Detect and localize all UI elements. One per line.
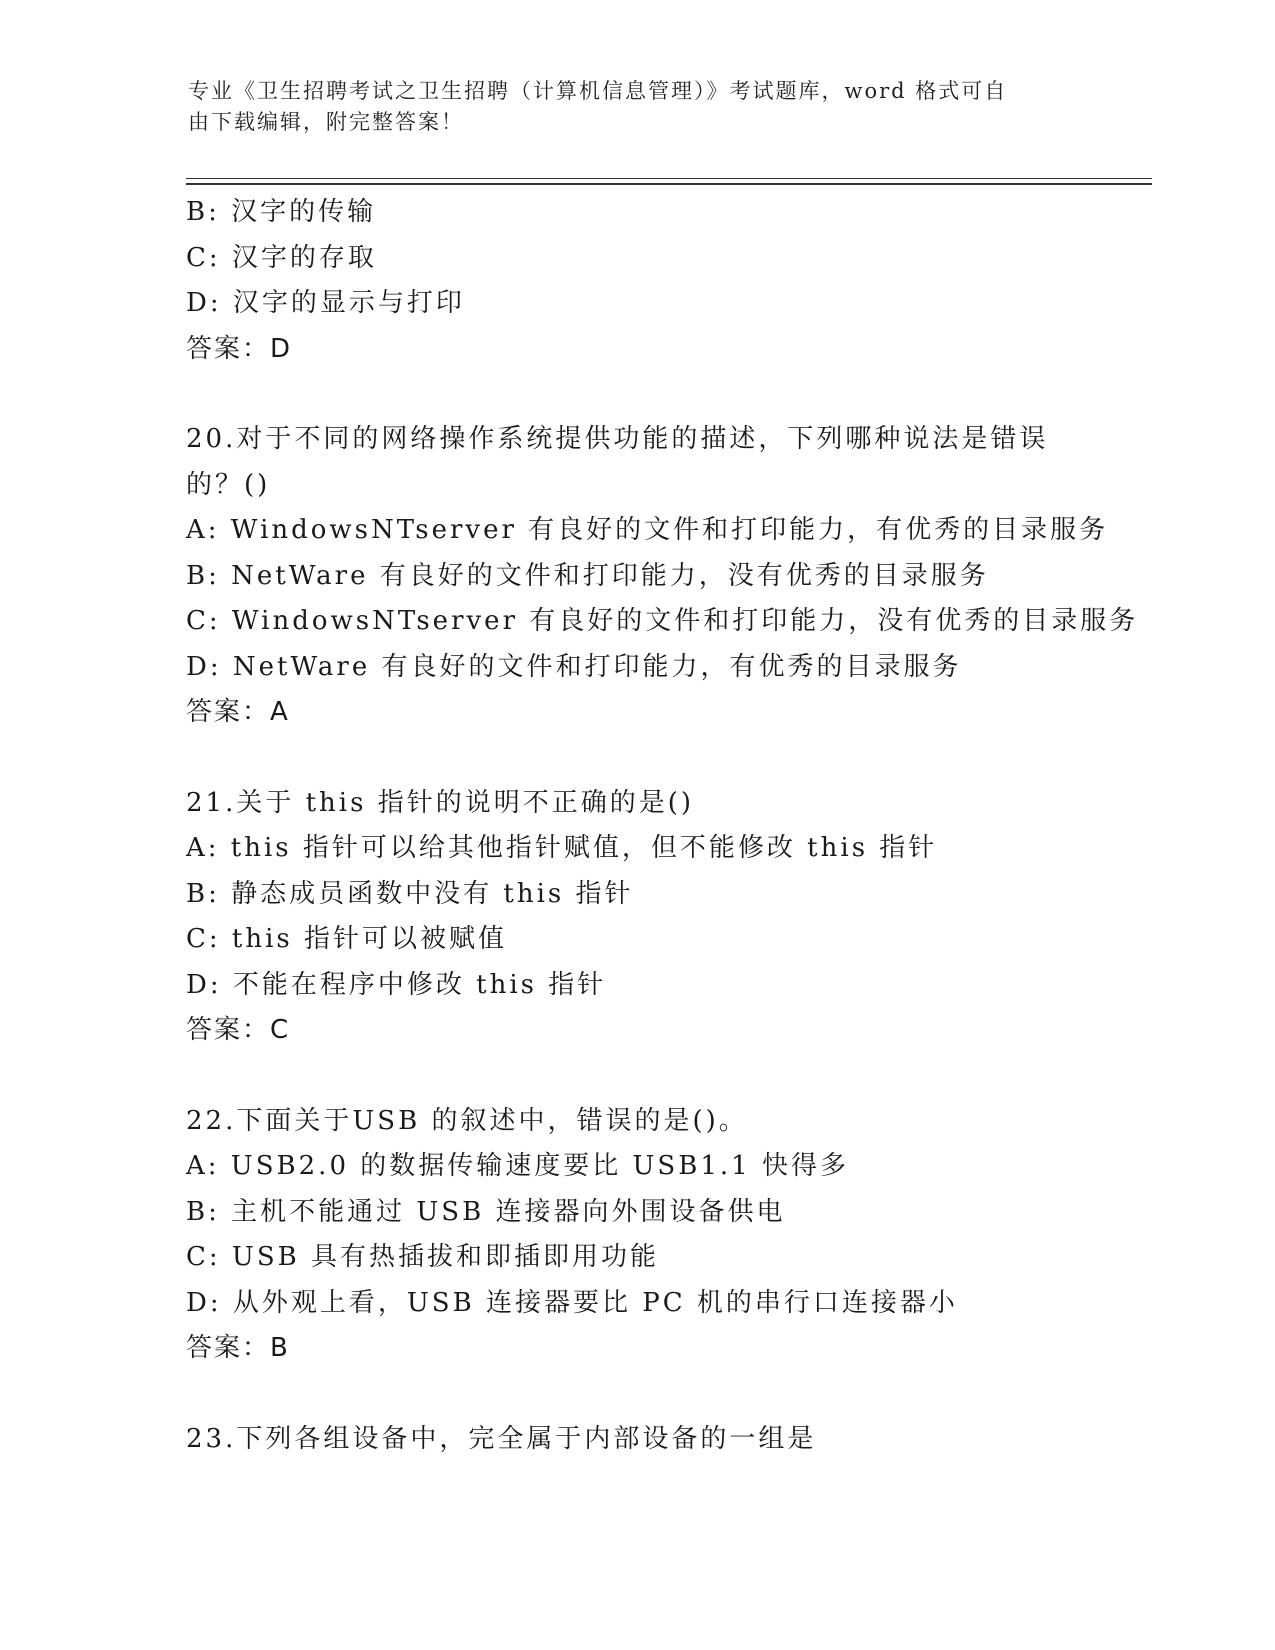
question-21 [186,781,1106,1054]
question-list [186,190,1139,1507]
option-a: A: USB2.0 的数据传输速度要比 USB1.1 快得多 [186,1151,849,1181]
question-stem: 22.下面关于USB 的叙述中，错误的是()。 [186,1105,748,1136]
option-b: B: NetWare 有良好的文件和打印能力，没有优秀的目录服务 [186,560,989,591]
question-22 [186,1099,1106,1372]
answer: 答案：B [186,1333,290,1363]
document-header [188,76,1068,138]
answer: 答案：C [186,1015,291,1045]
option-d: D: NetWare 有良好的文件和打印能力，有优秀的目录服务 [186,651,962,682]
question-stem: 21.关于 this 指针的说明不正确的是() [186,787,695,818]
question-stem: 23.下列各组设备中，完全属于内部设备的一组是 [186,1423,817,1454]
question-20 [186,417,1139,736]
answer: 答案：D [186,333,293,364]
option-b: B: 静态成员函数中没有 this 指针 [186,878,634,909]
option-b: B: 汉字的传输 [186,197,377,227]
header-divider [186,178,1152,185]
option-d: D: 不能在程序中修改 this 指针 [186,969,607,1000]
option-c: C: WindowsNTserver 有良好的文件和打印能力，没有优秀的目录服务 [186,606,1139,636]
question-stem: 20.对于不同的网络操作系统提供功能的描述，下列哪种说法是错误的？() [186,424,1049,500]
header-line-1: 专业《卫生招聘考试之卫生招聘（计算机信息管理）》考试题库，word 格式可自 [188,79,1008,103]
option-a: A: this 指针可以给其他指针赋值，但不能修改 this 指针 [186,833,938,863]
option-c: C: USB 具有热插拔和即插即用功能 [186,1242,660,1272]
option-c: C: this 指针可以被赋值 [186,924,508,954]
option-a: A: WindowsNTserver 有良好的文件和打印能力，有优秀的目录服务 [186,515,1109,545]
option-d: D: 汉字的显示与打印 [186,288,465,318]
question-19 [186,190,1106,372]
option-d: D: 从外观上看，USB 连接器要比 PC 机的串行口连接器小 [186,1287,958,1318]
question-23 [186,1417,1106,1463]
option-b: B: 主机不能通过 USB 连接器向外围设备供电 [186,1196,786,1227]
option-c: C: 汉字的存取 [186,242,377,273]
header-line-2: 由下载编辑，附完整答案！ [188,110,464,134]
answer: 答案：A [186,697,290,727]
